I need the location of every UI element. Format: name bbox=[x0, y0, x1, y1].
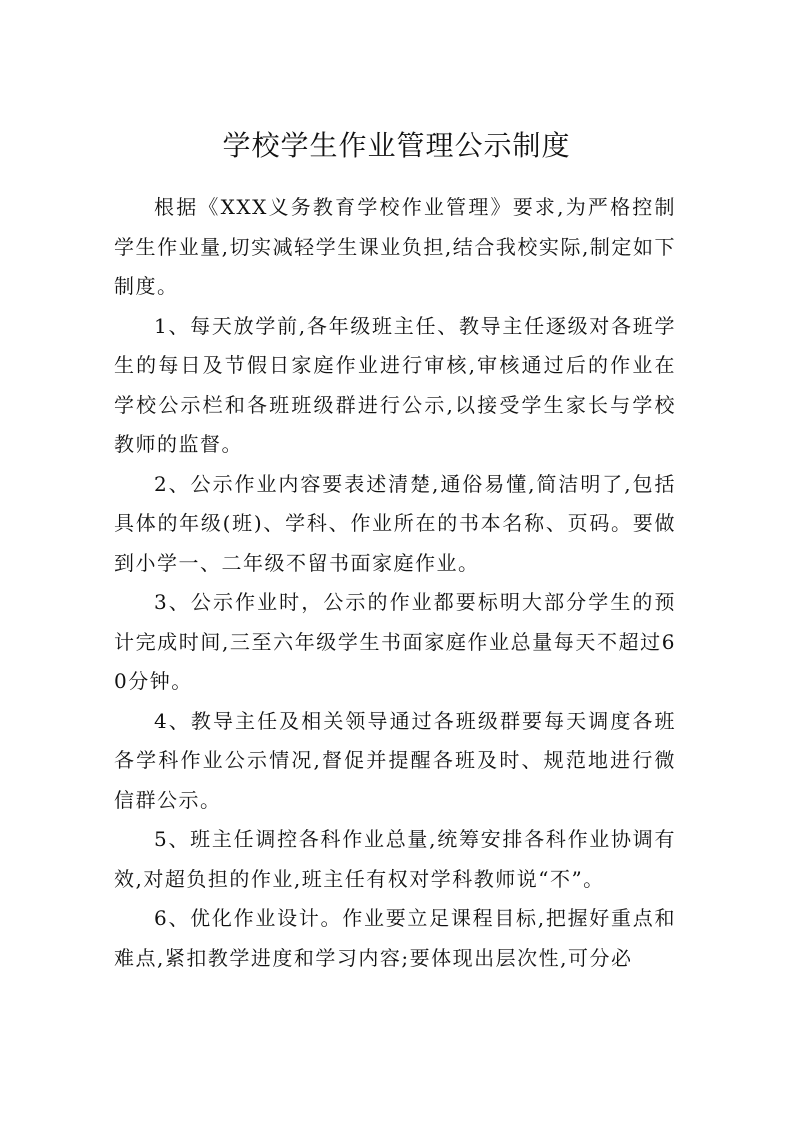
paragraph-item-6: 6、优化作业设计。作业要立足课程目标,把握好重点和难点,紧扣教学进度和学习内容;要体现出层次性,可分必 bbox=[114, 906, 676, 970]
paragraph-item-4: 4、教导主任及相关领导通过各班级群要每天调度各班各学科作业公示情况,督促并提醒各班及时、规范地进行微信群公示。 bbox=[114, 708, 676, 812]
paragraph-intro: 根据《XXX义务教育学校作业管理》要求,为严格控制学生作业量,切实减轻学生课业负担,结合我校实际,制定如下制度。 bbox=[114, 195, 676, 298]
paragraph-item-1: 1、每天放学前,各年级班主任、教导主任逐级对各班学生的每日及节假日家庭作业进行审核,审核通过后的作业在学校公示栏和各班班级群进行公示,以接受学生家长与学校教师的监督。 bbox=[114, 313, 676, 456]
paragraph-item-5: 5、班主任调控各科作业总量,统筹安排各科作业协调有效,对超负担的作业,班主任有权对学科教师说“不”。 bbox=[114, 827, 676, 891]
paragraph-item-3: 3、公示作业时，公示的作业都要标明大部分学生的预计完成时间,三至六年级学生书面家庭作业总量每天不超过60分钟。 bbox=[114, 590, 676, 693]
document-body bbox=[114, 188, 676, 978]
document-title: 学校学生作业管理公示制度 bbox=[222, 129, 571, 162]
paragraph-item-2: 2、公示作业内容要表述清楚,通俗易懂,简洁明了,包括具体的年级(班)、学科、作业所在的书本名称、页码。要做到小学一、二年级不留书面家庭作业。 bbox=[114, 471, 676, 575]
